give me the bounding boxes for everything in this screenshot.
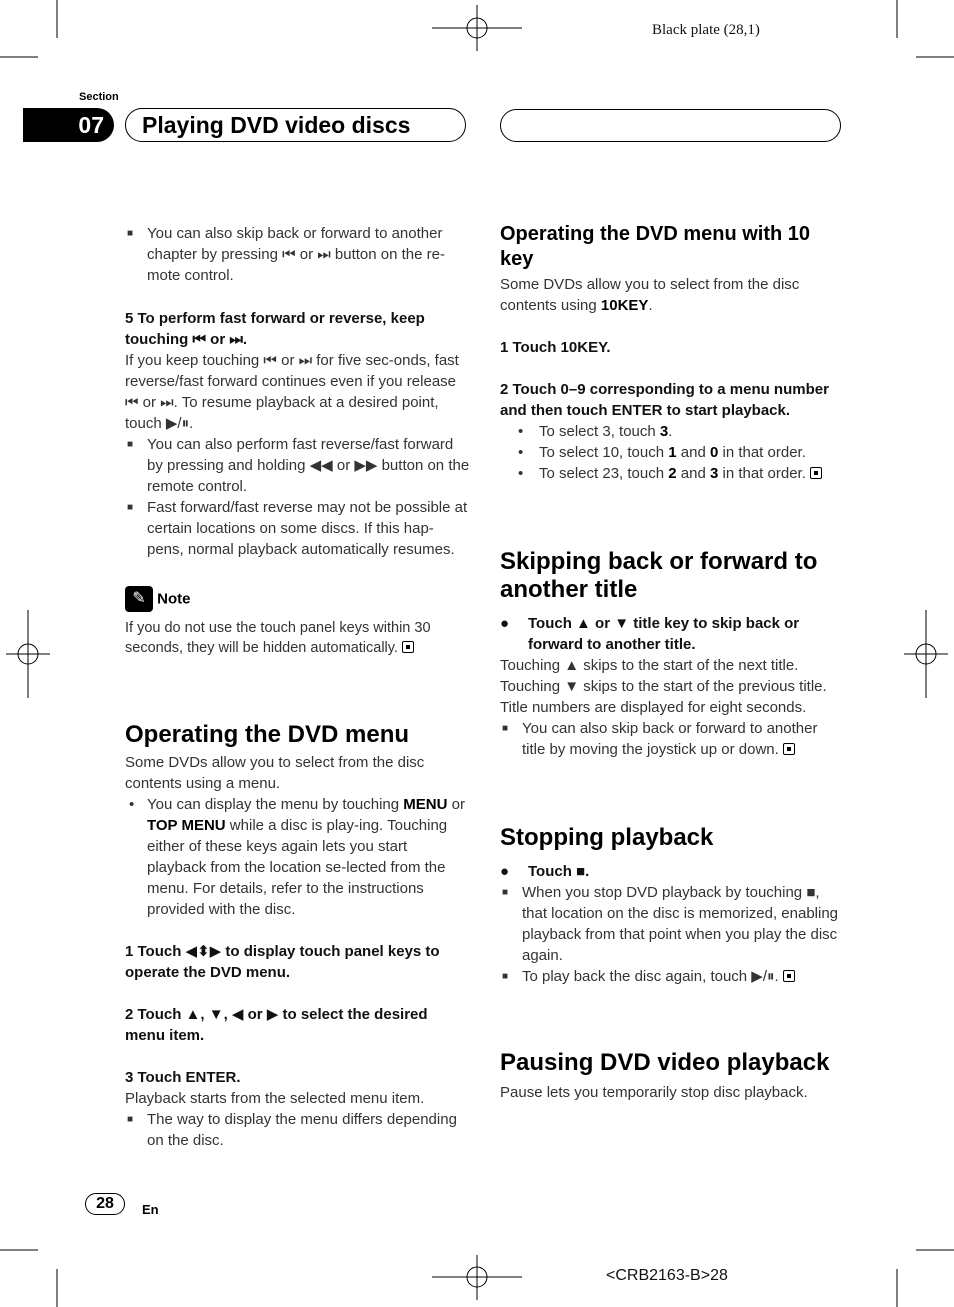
step-3-heading: 3 Touch ENTER. — [125, 1069, 241, 1086]
10key-step-1: 1 Touch 10KEY. — [500, 339, 611, 356]
section-label: Section — [79, 91, 119, 103]
section-number: 07 — [23, 108, 114, 142]
stop-step: ● Touch ■. — [500, 863, 590, 880]
bullet-menu-differs: ■ The way to display the menu differs depending on the disc. — [127, 1111, 457, 1149]
select-3-item: • To select 3, touch 3. — [518, 423, 673, 440]
heading-stop: Stopping playback — [500, 824, 714, 851]
plate-label: Black plate (28,1) — [652, 22, 760, 38]
language-label: En — [142, 1202, 159, 1217]
section-title: Playing DVD video discs — [125, 108, 466, 142]
end-mark-icon — [402, 641, 414, 653]
end-mark-icon — [783, 970, 795, 982]
step-3-body: Playback starts from the selected menu item. — [125, 1090, 425, 1107]
skip-body-1: Touching ▲ skips to the start of the next title. Touching ▼ skips to the start of the previous title. — [500, 657, 827, 695]
heading-10key: Operating the DVD menu with 10 key — [500, 223, 811, 270]
10key-step-2: 2 Touch 0–9 corresponding to a menu number and then touch ENTER to start playback. — [500, 381, 829, 419]
select-10-item: • To select 10, touch 1 and 0 in that order. — [518, 444, 806, 461]
step-5-heading: 5 To perform fast forward or reverse, keep touching ⏮ or ⏭. — [125, 310, 425, 348]
skip-body-2: Title numbers are displayed for eight seconds. — [500, 699, 807, 716]
heading-skip-title: Skipping back or forward to another title — [500, 548, 818, 603]
select-23-item: • To select 23, touch 2 and 3 in that order. — [500, 463, 840, 484]
step-5-body: If you keep touching ⏮ or ⏭ for five sec-onds, fast reverse/fast forward continues even if you release ⏮ or ⏭. To resume playback at a desired point, touch ▶/⏸. — [125, 352, 459, 432]
dvd-menu-bullet: • You can display the menu by touching MENU or TOP MENU while a disc is play-ing. Touching either of these keys again lets you start playback from the location se-lected from the menu. For details, refer to the instructions provided with the disc. — [129, 796, 465, 918]
pencil-icon: ✎ — [125, 586, 153, 612]
10key-intro: Some DVDs allow you to select from the disc contents using 10KEY. — [500, 276, 800, 314]
bullet-fast-not-possible: ■ Fast forward/fast reverse may not be possible at certain locations on some discs. If this hap-pens, normal playback automatically resumes. — [127, 499, 468, 558]
note-text: If you do not use the touch panel keys within 30 seconds, they will be hidden automatically. — [125, 620, 431, 656]
right-column — [500, 222, 840, 1103]
bullet-fast-remote: ■ You can also perform fast reverse/fast forward by pressing and holding ◀◀ or ▶▶ button on the remote control. — [127, 436, 470, 495]
end-mark-icon — [810, 467, 822, 479]
bullet-skip-chapter: ■ You can also skip back or forward to another chapter by pressing ⏮ or ⏭ button on the re-mote control. — [127, 225, 445, 284]
page-number: 28 — [85, 1193, 125, 1215]
dvd-menu-intro: Some DVDs allow you to select from the disc contents using a menu. — [125, 754, 425, 792]
end-mark-icon — [783, 743, 795, 755]
heading-dvd-menu: Operating the DVD menu — [125, 721, 410, 748]
bullet-play-again: ■ To play back the disc again, touch ▶/⏸. — [500, 966, 840, 987]
bullet-joystick: ■ You can also skip back or forward to another title by moving the joystick up or down. — [502, 720, 818, 758]
step-2-heading: 2 Touch ▲, ▼, ◀ or ▶ to select the desired menu item. — [125, 1006, 428, 1044]
left-column — [125, 223, 470, 1151]
bullet-stop-memorized: ■ When you stop DVD playback by touching ■, that location on the disc is memorized, enabling playback from that point when you play the disc again. — [502, 884, 839, 964]
header-right-box — [500, 109, 841, 142]
pause-body: Pause lets you temporarily stop disc playback. — [500, 1084, 808, 1101]
step-1-heading: 1 Touch ◀⬍▶ to display touch panel keys to operate the DVD menu. — [125, 943, 440, 981]
heading-pause: Pausing DVD video playback — [500, 1049, 830, 1076]
document-code: <CRB2163-B>28 — [606, 1267, 728, 1284]
skip-step: ● Touch ▲ or ▼ title key to skip back or forward to another title. — [500, 615, 800, 653]
note-heading: ✎ Note — [125, 586, 470, 612]
